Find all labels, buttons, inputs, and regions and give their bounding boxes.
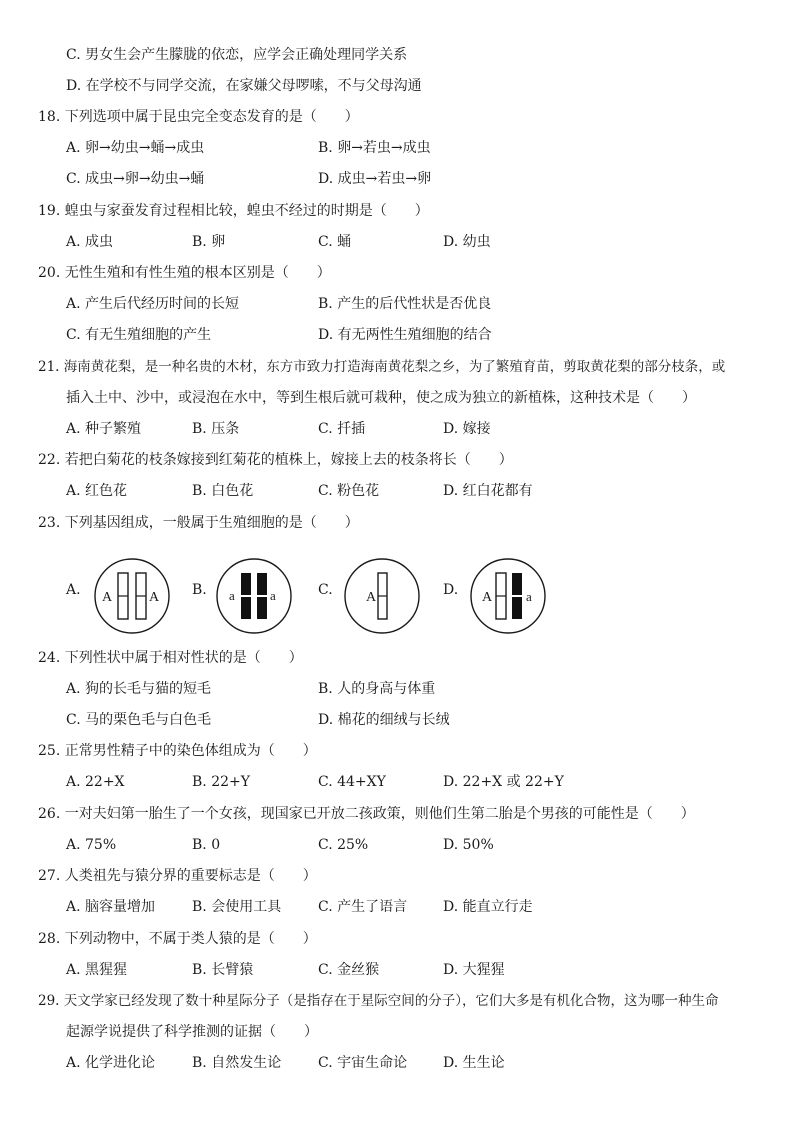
- q29-option-a[interactable]: A. 化学进化论: [66, 1055, 156, 1071]
- q26-stem: 26. 一对夫妇第一胎生了一个女孩，现国家已开放二孩政策，则他们生第二胎是个男孩的可能性是（ ）: [38, 806, 695, 822]
- q23-option-d-label[interactable]: D.: [443, 582, 459, 598]
- q23-cell-c[interactable]: [342, 556, 422, 636]
- q17-option-d[interactable]: D. 在学校不与同学交流，在家嫌父母啰嗦，不与父母沟通: [66, 78, 422, 94]
- gene-label: a: [526, 589, 532, 604]
- q26-option-a[interactable]: A. 75%: [66, 837, 117, 853]
- q23-cell-b[interactable]: [214, 556, 294, 636]
- q21-option-d[interactable]: D. 嫁接: [443, 421, 491, 437]
- q21-option-c[interactable]: C. 扦插: [318, 421, 366, 437]
- q27-option-a[interactable]: A. 脑容量增加: [66, 899, 156, 915]
- q25-option-d[interactable]: D. 22+X 或 22+Y: [443, 774, 564, 790]
- q21-option-a[interactable]: A. 种子繁殖: [66, 421, 142, 437]
- q20-option-a[interactable]: A. 产生后代经历时间的长短: [66, 296, 240, 312]
- q28-option-a[interactable]: A. 黑猩猩: [66, 962, 128, 978]
- q21-option-b[interactable]: B. 压条: [192, 421, 240, 437]
- q22-option-a[interactable]: A. 红色花: [66, 483, 128, 499]
- q28-option-d[interactable]: D. 大猩猩: [443, 962, 505, 978]
- q28-option-b[interactable]: B. 长臂猿: [192, 962, 254, 978]
- q24-option-a[interactable]: A. 狗的长毛与猫的短毛: [66, 681, 212, 697]
- q19-option-a[interactable]: A. 成虫: [66, 234, 114, 250]
- q25-stem: 25. 正常男性精子中的染色体组成为（ ）: [38, 743, 317, 759]
- q22-option-b[interactable]: B. 白色花: [192, 483, 254, 499]
- q28-option-c[interactable]: C. 金丝猴: [318, 962, 380, 978]
- q23-option-b-label[interactable]: B.: [192, 582, 207, 598]
- q23-stem: 23. 下列基因组成，一般属于生殖细胞的是（ ）: [38, 515, 359, 531]
- q24-option-b[interactable]: B. 人的身高与体重: [318, 681, 436, 697]
- q23-cell-d[interactable]: [468, 556, 548, 636]
- q21-stem-line-1: 21. 海南黄花梨，是一种名贵的木材，东方市致力打造海南黄花梨之乡，为了繁殖育苗，剪取黄花梨的部分枝条，或: [38, 359, 726, 375]
- q22-option-d[interactable]: D. 红白花都有: [443, 483, 533, 499]
- q19-option-c[interactable]: C. 蛹: [318, 234, 352, 250]
- q24-option-d[interactable]: D. 棉花的细绒与长绒: [318, 712, 450, 728]
- gene-label: A: [482, 590, 493, 605]
- q25-option-b[interactable]: B. 22+Y: [192, 774, 250, 790]
- q23-option-c-label[interactable]: C.: [318, 582, 333, 598]
- gene-label: a: [270, 588, 276, 603]
- gene-label: a: [229, 588, 235, 603]
- q27-option-b[interactable]: B. 会使用工具: [192, 899, 282, 915]
- q19-stem: 19. 蝗虫与家蚕发育过程相比较，蝗虫不经过的时期是（ ）: [38, 203, 429, 219]
- gene-label: A: [366, 590, 377, 605]
- q22-stem: 22. 若把白菊花的枝条嫁接到红菊花的植株上，嫁接上去的枝条将长（ ）: [38, 452, 513, 468]
- q24-option-c[interactable]: C. 马的栗色毛与白色毛: [66, 712, 212, 728]
- q17-option-c[interactable]: C. 男女生会产生朦胧的依恋，应学会正确处理同学关系: [66, 47, 408, 63]
- q26-option-d[interactable]: D. 50%: [443, 837, 494, 853]
- q20-option-c[interactable]: C. 有无生殖细胞的产生: [66, 327, 212, 343]
- q18-option-d[interactable]: D. 成虫→若虫→卵: [318, 171, 432, 187]
- q19-option-d[interactable]: D. 幼虫: [443, 234, 491, 250]
- q23-cell-a[interactable]: [92, 556, 172, 636]
- q18-stem: 18. 下列选项中属于昆虫完全变态发育的是（ ）: [38, 109, 359, 125]
- gene-label: A: [149, 590, 160, 605]
- q27-option-c[interactable]: C. 产生了语言: [318, 899, 408, 915]
- q22-option-c[interactable]: C. 粉色花: [318, 483, 380, 499]
- q19-option-b[interactable]: B. 卵: [192, 234, 226, 250]
- q18-option-a[interactable]: A. 卵→幼虫→蛹→成虫: [66, 140, 205, 156]
- q26-option-b[interactable]: B. 0: [192, 837, 221, 853]
- q29-option-d[interactable]: D. 生生论: [443, 1055, 505, 1071]
- q29-option-c[interactable]: C. 宇宙生命论: [318, 1055, 408, 1071]
- q29-stem-line-2: 起源学说提供了科学推测的证据（ ）: [66, 1024, 318, 1040]
- q20-stem: 20. 无性生殖和有性生殖的根本区别是（ ）: [38, 265, 331, 281]
- q27-stem: 27. 人类祖先与猿分界的重要标志是（ ）: [38, 868, 317, 884]
- q29-stem-line-1: 29. 天文学家已经发现了数十种星际分子（是指存在于星际空间的分子），它们大多是有机化合物，这为哪一种生命: [38, 993, 719, 1009]
- q25-option-c[interactable]: C. 44+XY: [318, 774, 386, 790]
- q20-option-b[interactable]: B. 产生的后代性状是否优良: [318, 296, 492, 312]
- q29-option-b[interactable]: B. 自然发生论: [192, 1055, 282, 1071]
- q18-option-c[interactable]: C. 成虫→卵→幼虫→蛹: [66, 171, 205, 187]
- q24-stem: 24. 下列性状中属于相对性状的是（ ）: [38, 650, 303, 666]
- q20-option-d[interactable]: D. 有无两性生殖细胞的结合: [318, 327, 492, 343]
- q21-stem-line-2: 插入土中、沙中，或浸泡在水中，等到生根后就可栽种，使之成为独立的新植株，这种技术是（ ）: [66, 390, 696, 406]
- q28-stem: 28. 下列动物中，不属于类人猿的是（ ）: [38, 931, 317, 947]
- q25-option-a[interactable]: A. 22+X: [66, 774, 125, 790]
- q23-option-a-label[interactable]: A.: [66, 582, 81, 598]
- gene-label: A: [102, 590, 113, 605]
- q18-option-b[interactable]: B. 卵→若虫→成虫: [318, 140, 431, 156]
- q27-option-d[interactable]: D. 能直立行走: [443, 899, 533, 915]
- q26-option-c[interactable]: C. 25%: [318, 837, 369, 853]
